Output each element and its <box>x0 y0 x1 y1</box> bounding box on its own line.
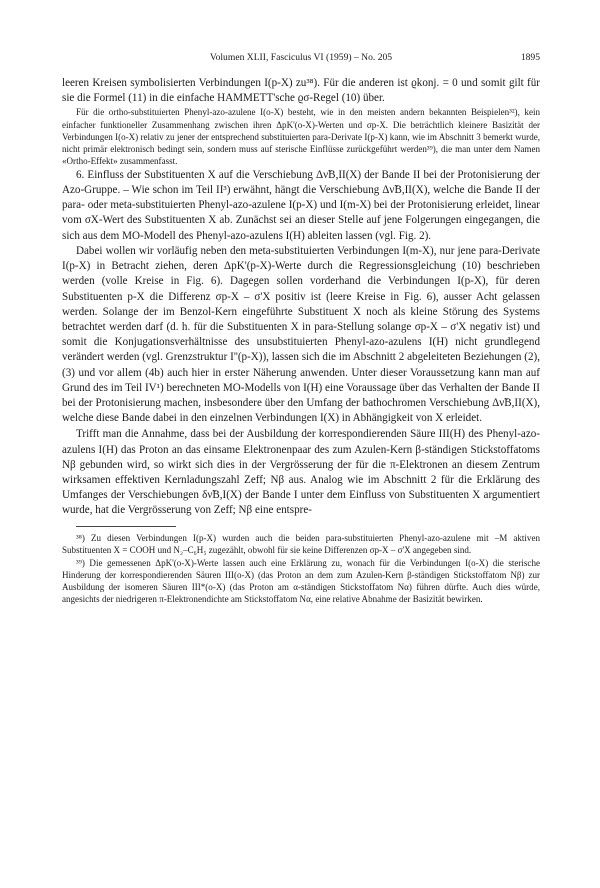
paragraph-protonation-assumption: Trifft man die Annahme, dass bei der Ausbildung der korrespondierenden Säure III(H) des Phenyl-azo-azulens I(H) das Proton an das einsame Elektronenpaar des zum Azulen-Kern β-ständigen Stickstoffatoms Nβ gebunden wird, so wirkt sich dies in der Vergrösserung der für die π-Elektronen an diesem Zentrum wirksamen effektiven Kernladungszahl Zeff; Nβ aus. Analog wie im Abschnitt 2 für die Erklärung des Umfanges der Verschiebungen δν̃B,I(X) der Bande I unter dem Einfluss von Substituenten X argumentiert wurde, hat die Vergrösserung von Zeff; Nβ eine entspre- <box>62 428 540 517</box>
footnote-rule <box>76 526 176 527</box>
running-title: Volumen XLII, Fasciculus VI (1959) – No. 205 <box>209 52 393 63</box>
footnote-39: ³⁹) Die gemessenen ΔpK'(o-X)-Werte lassen auch eine Erklärung zu, wonach für die Verbindungen I(o-X) die sterische Hinderung der korrespondierenden Säuren III(o-X) (das Proton an dem zum Azulen-Kern β-ständigen Stickstoffatom Nβ) zur Ausbildung der isomeren Säuren III*(o-X) (das Proton am α-ständigen Stickstoffatom Nα) führen dürfte. Auch dies würde, angesichts der niedrigeren π-Elektronendichte am Stickstoffatom Nα, eine relative Abnahme der Basizität bewirken. <box>62 557 540 605</box>
paragraph-continuation: leeren Kreisen symbolisierten Verbindungen I(p-X) zu³⁸). Für die anderen ist ϱkonj. = 0 und somit gilt für sie die Formel (11) in die einfache HAMMETT'sche ϱσ-Regel (10) über. <box>62 77 540 105</box>
running-header <box>62 52 540 66</box>
paragraph-meta-para-derivatives: Dabei wollen wir vorläufig neben den meta-substituierten Verbindungen I(m-X), nur jene para-Derivate I(p-X) in Betracht ziehen, deren ΔpK'(p-X)-Werte durch die Regressionsgleichung (10) beschrieben werden (volle Kreise in Fig. 6). Dagegen sollen vorderhand die Verbindungen I(p-X), für deren Substituenten p-X die Differenz σp-X – σ'X positiv ist (leere Kreise in Fig. 6), ausser Acht gelassen werden. Solange der im Benzol-Kern eingeführte Substituent X noch als kleine Störung des Systems betrachtet werden darf (d. h. für die Substituenten X in para-Stellung solange σp-X – σ'X negativ ist) und somit die Konjugationsverhältnisse des unsubstituierten Phenyl-azo-azulens I(H) nicht grundlegend verändert werden (vgl. Grenzstruktur I''(p-X)), lassen sich die im Abschnitt 2 abgeleiteten Beziehungen (2), (3) und vor allem (4b) auch hier in erster Näherung anwenden. Unter dieser Voraussetzung kann man auf Grund des im Teil IV¹) berechneten MO-Modells von I(H) eine Voraussage über das Verhalten der Bande II bei der Protonisierung machen, insbesondere über den Umfang der bathochromen Verschiebung Δν̃B,II(X), welche diese Bande dabei in den einzelnen Verbindungen I(X) in Abhängigkeit von X erleidet. <box>62 244 540 425</box>
footnote-38: ³⁸) Zu diesen Verbindungen I(p-X) wurden auch die beiden para-substituierten Phenyl-azo-azulene mit –M aktiven Substituenten X = COOH und N₂–C₆H₅ zugezählt, obwohl für sie keine Differenzen σp-X – σ'X angegeben sind. <box>62 532 540 555</box>
page-number: 1895 <box>520 52 540 63</box>
small-print-paragraph: Für die ortho-substituierten Phenyl-azo-azulene I(o-X) besteht, wie in den meisten andern bekannten Beispielen³²), kein einfacher funktioneller Zusammenhang zwischen ihren ΔpK'(o-X)-Werten und σp-X. Die beträchtlich kleinere Basizität der Verbindungen I(o-X) relativ zu jener der entsprechend substituierten para-Derivate I(p-X) kann, wie im Abschnitt 3 bemerkt wurde, nicht primär elektronisch bedingt sein, sondern muss auf sterische Einflüsse zurückgeführt werden³⁹), die man unter dem Namen «Ortho-Effekt» zusammenfasst. <box>62 107 540 166</box>
section-6-paragraph: 6. Einfluss der Substituenten X auf die Verschiebung Δν̃B,II(X) der Bande II bei der Protonisierung der Azo-Gruppe. – Wie schon im Teil II³) erwähnt, hängt die Verschiebung Δν̃B,II(X), welche die Bande II der para- oder meta-substituierten Phenyl-azo-azulene I(p-X) und I(m-X) bei der Protonisierung erleidet, linear vom σX-Wert des Substituenten X ab. Zunächst sei an dieser Stelle auf jene Folgerungen eingegangen, die sich aus dem MO-Modell des Phenyl-azo-azulens I(H) ableiten lassen (vgl. Fig. 2). <box>62 168 540 242</box>
page-body <box>62 76 540 605</box>
